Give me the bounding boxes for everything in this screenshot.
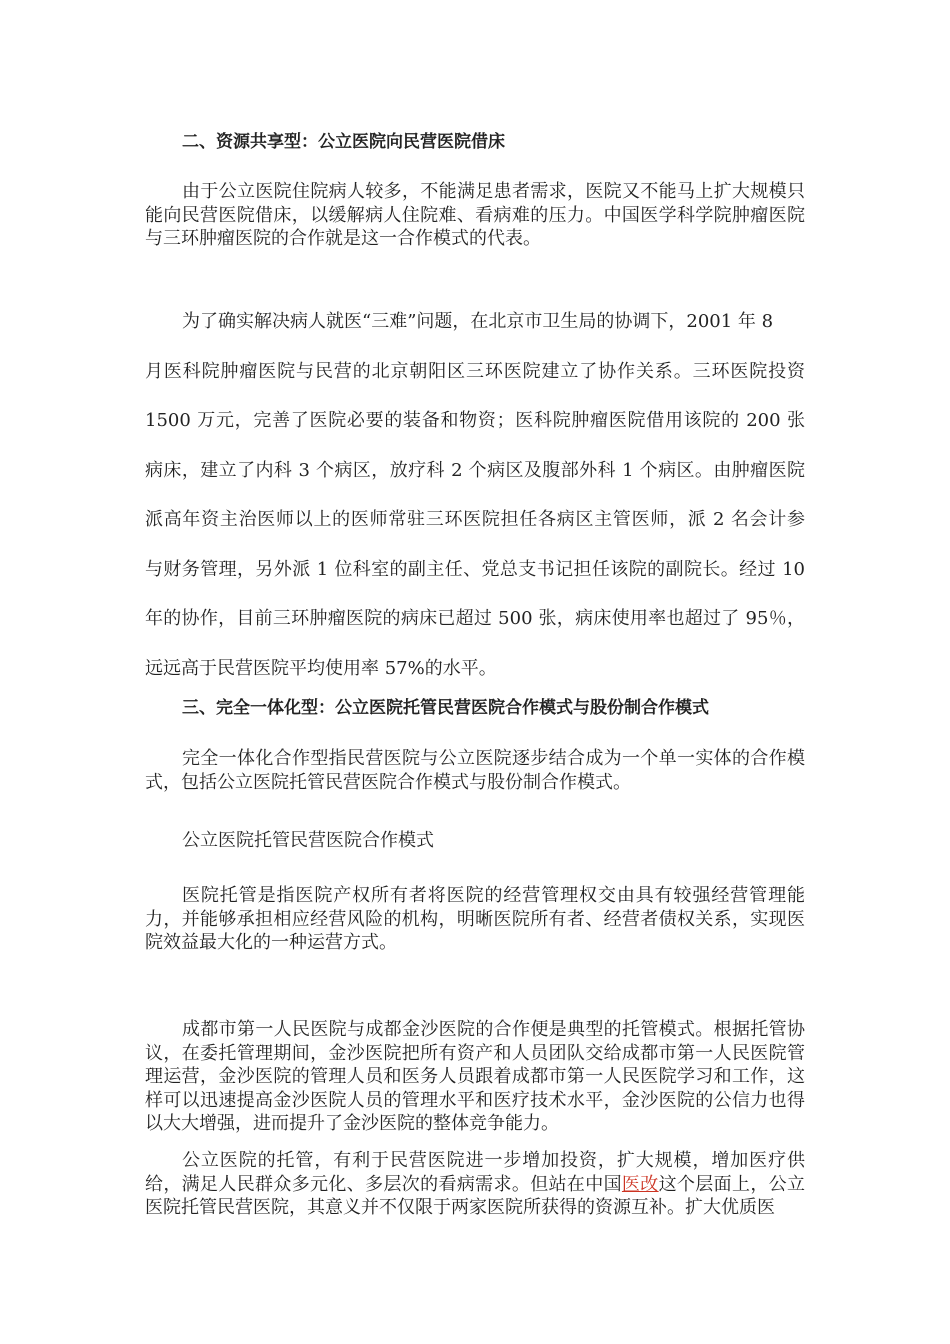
case-line-8: 远远高于民营医院平均使用率 57%的水平。 [145,657,497,679]
case-line-3: 1500 万元，完善了医院必要的装备和物资；医科院肿瘤医院借用该院的 200 张 [145,410,805,431]
case-line-4: 病床，建立了内科 3 个病区，放疗科 2 个病区及腹部外科 1 个病区。由肿瘤医院 [145,459,805,481]
paragraph-cooperation-case [145,297,805,693]
case-line-2: 月医科院肿瘤医院与民营的北京朝阳区三环医院建立了协作关系。三环医院投资 [145,360,805,382]
paragraph-trusteeship-definition: 医院托管是指医院产权所有者将医院的经营管理权交由具有较强经营管理能力，并能够承担相应经营风险的机构，明晰医院所有者、经营者债权关系，实现医院效益最大化的一种运营方式。 [145,885,805,953]
case-line-1: 为了确实解决病人就医“三难”问题，在北京市卫生局的协调下，2001 年 8 [182,311,774,332]
significance-text-pre: 公立医院的托管，有利于民营医院进一步增加投资，扩大规模，增加医疗供给，满足人民群众多元化、多层次的看病需求。但站在中国 [145,1150,805,1195]
paragraph-chengdu-case: 成都市第一人民医院与成都金沙医院的合作便是典型的托管模式。根据托管协议，在委托管理期间，金沙医院把所有资产和人员团队交给成都市第一人民医院管理运营，金沙医院的管理人员和医务人员跟着成都市第一人民医院学习和工作，这样可以迅速提高金沙医院人员的管理水平和医疗技术水平，金沙医院的公信力也得以大大增强，进而提升了金沙医院的整体竞争能力。 [145,1019,805,1134]
paragraph-bed-borrowing-intro: 由于公立医院住院病人较多，不能满足患者需求，医院又不能马上扩大规模只能向民营医院借床，以缓解病人住院难、看病难的压力。中国医学科学院肿瘤医院与三环肿瘤医院的合作就是这一合作模式的代表。 [145,181,805,249]
paragraph-trusteeship-significance [145,1149,805,1220]
case-line-5: 派高年资主治医师以上的医师常驻三环医院担任各病区主管医师，派 2 名会计参 [145,509,805,530]
significance-text-post: 这个层面上，公立医院托管民营医院，其意义并不仅限于两家医院所获得的资源互补。扩大优质医 [145,1173,806,1218]
section-heading-3: 三、完全一体化型：公立医院托管民营医院合作模式与股份制合作模式 [182,698,709,718]
section-heading-2: 二、资源共享型：公立医院向民营医院借床 [182,132,505,152]
paragraph-integration-definition: 完全一体化合作型指民营医院与公立医院逐步结合成为一个单一实体的合作模式，包括公立医院托管民营医院合作模式与股份制合作模式。 [145,748,805,793]
paragraph-subheading-trusteeship: 公立医院托管民营医院合作模式 [182,830,434,851]
medical-reform-link[interactable]: 医改 [621,1173,659,1195]
case-line-6: 与财务管理，另外派 1 位科室的副主任、党总支书记担任该院的副院长。经过 10 [145,558,805,580]
case-line-7: 年的协作，目前三环肿瘤医院的病床已超过 500 张，病床使用率也超过了 95％， [145,608,805,629]
